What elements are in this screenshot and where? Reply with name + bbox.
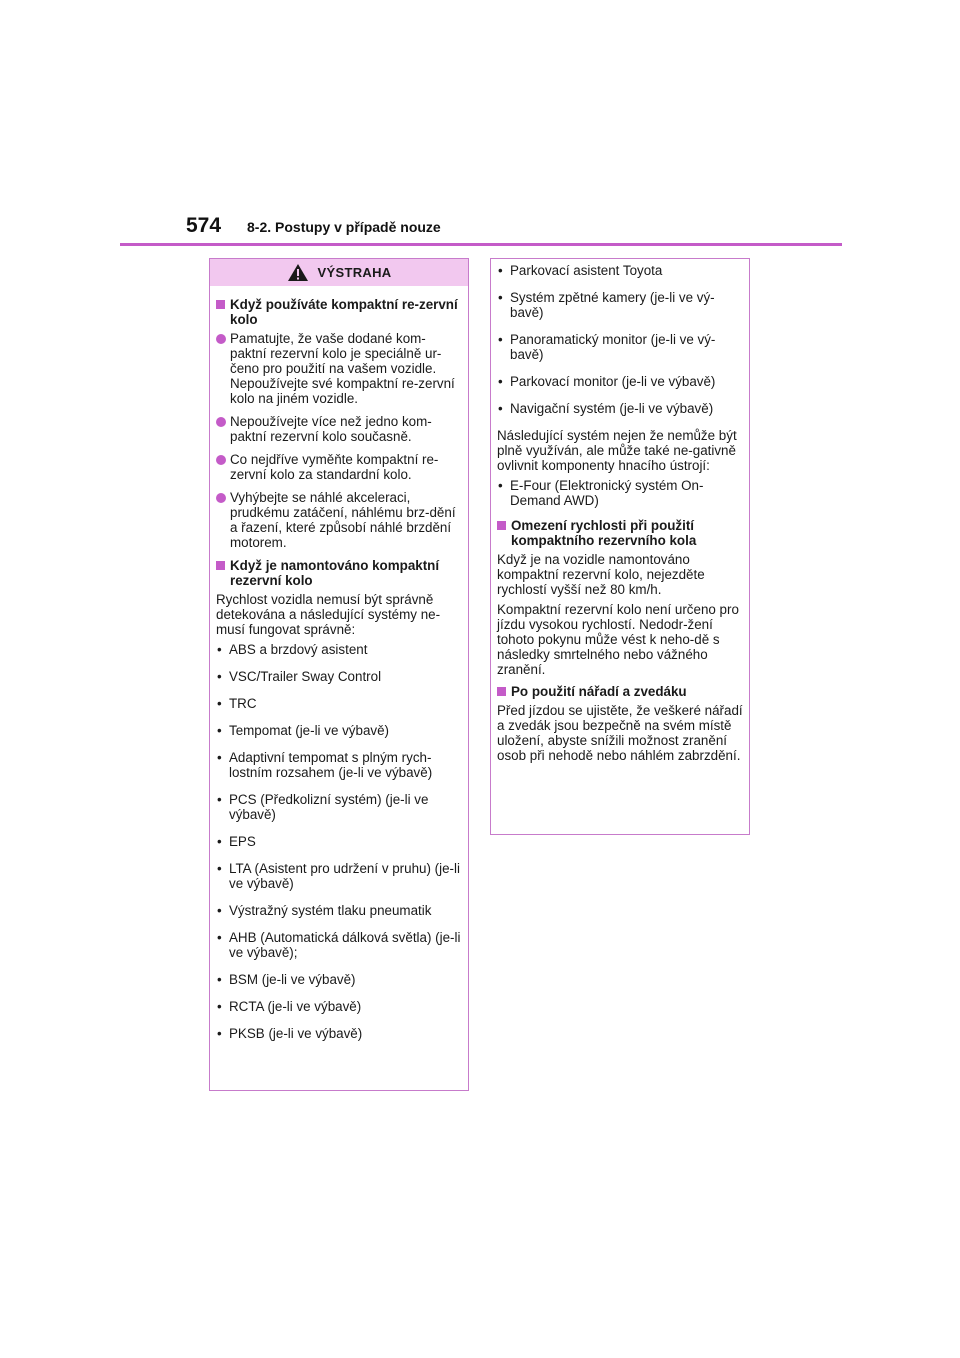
square-bullet-icon bbox=[497, 687, 506, 696]
list-text: TRC bbox=[229, 696, 257, 711]
bullet-dot: • bbox=[498, 332, 503, 347]
list-item bbox=[216, 903, 462, 918]
list-text: PCS (Předkolizní systém) (je-li ve výbavě) bbox=[229, 792, 429, 822]
bullet-dot: • bbox=[217, 723, 222, 738]
dot-item bbox=[216, 452, 462, 482]
bullet-dot: • bbox=[498, 263, 503, 278]
list-item bbox=[216, 972, 462, 987]
round-bullet-icon bbox=[216, 455, 226, 465]
bullet-dot: • bbox=[217, 972, 222, 987]
list-text: LTA (Asistent pro udržení v pruhu) (je-li ve výbavě) bbox=[229, 861, 460, 891]
list-text: Systém zpětné kamery (je-li ve vý-bavě) bbox=[510, 290, 715, 320]
heading-spare-mounted bbox=[216, 558, 462, 588]
dot-item bbox=[216, 331, 462, 406]
list-text: Tempomat (je-li ve výbavě) bbox=[229, 723, 389, 738]
list-text: PKSB (je-li ve výbavě) bbox=[229, 1026, 363, 1041]
warning-box-right bbox=[490, 258, 750, 835]
section-title: 8-2. Postupy v případě nouze bbox=[247, 219, 441, 235]
list-text: E-Four (Elektronický systém On-Demand AWD) bbox=[510, 478, 704, 508]
warning-triangle-icon bbox=[287, 263, 309, 282]
dot-item bbox=[216, 414, 462, 444]
warning-title: VÝSTRAHA bbox=[317, 265, 392, 280]
bullet-dot: • bbox=[217, 903, 222, 918]
list-item bbox=[216, 750, 462, 780]
heading-text: Když je namontováno kompaktní rezervní kolo bbox=[230, 558, 440, 588]
list-item bbox=[216, 642, 462, 657]
bullet-dot: • bbox=[217, 642, 222, 657]
bullet-dot: • bbox=[217, 696, 222, 711]
list-item bbox=[216, 999, 462, 1014]
warning-box-left bbox=[209, 258, 469, 1091]
left-content bbox=[210, 286, 468, 1041]
heading-text: Po použití nářadí a zvedáku bbox=[511, 684, 687, 699]
square-bullet-icon bbox=[497, 521, 506, 530]
paragraph: Následující systém nejen že nemůže být plně využíván, ale může také ne-gativně ovlivnit komponenty hnacího ústrojí: bbox=[497, 428, 737, 473]
heading-text: Omezení rychlosti při použití kompaktního rezervního kola bbox=[511, 518, 697, 548]
paragraph: Rychlost vozidla nemusí být správně detekována a následující systémy ne-musí fungovat správně: bbox=[216, 592, 441, 637]
bullet-dot: • bbox=[498, 374, 503, 389]
list-item bbox=[216, 861, 462, 891]
list-text: Výstražný systém tlaku pneumatik bbox=[229, 903, 432, 918]
heading-speed-limit bbox=[497, 518, 743, 548]
list-text: EPS bbox=[229, 834, 256, 849]
bullet-dot: • bbox=[217, 930, 222, 945]
bullet-dot: • bbox=[217, 861, 222, 876]
list-item bbox=[497, 290, 743, 320]
square-bullet-icon bbox=[216, 561, 225, 570]
square-bullet-icon bbox=[216, 300, 225, 309]
warning-header bbox=[210, 259, 468, 286]
round-bullet-icon bbox=[216, 417, 226, 427]
bullet-dot: • bbox=[498, 401, 503, 416]
bullet-dot: • bbox=[217, 750, 222, 765]
list-text: BSM (je-li ve výbavě) bbox=[229, 972, 356, 987]
list-item bbox=[497, 401, 743, 416]
bullet-dot: • bbox=[217, 1026, 222, 1041]
paragraph: Kompaktní rezervní kolo není určeno pro jízdu vysokou rychlostí. Nedodr-žení tohoto pokynu může vést k neho-dě s následky smrtelného nebo vážného zranění. bbox=[497, 602, 739, 677]
bullet-dot: • bbox=[498, 478, 503, 493]
list-text: Parkovací asistent Toyota bbox=[510, 263, 663, 278]
list-text: RCTA (je-li ve výbavě) bbox=[229, 999, 362, 1014]
right-content bbox=[491, 259, 749, 763]
list-item bbox=[216, 1026, 462, 1041]
list-item bbox=[216, 723, 462, 738]
heading-text: Když používáte kompaktní re-zervní kolo bbox=[230, 297, 458, 327]
header-rule bbox=[120, 243, 842, 246]
list-text: ABS a brzdový asistent bbox=[229, 642, 368, 657]
bullet-dot: • bbox=[217, 834, 222, 849]
heading-after-tools bbox=[497, 684, 743, 699]
list-item bbox=[497, 374, 743, 389]
heading-compact-spare bbox=[216, 297, 462, 327]
list-text: Adaptivní tempomat s plným rych-lostním rozsahem (je-li ve výbavě) bbox=[229, 750, 433, 780]
round-bullet-icon bbox=[216, 493, 226, 503]
list-text: Navigační systém (je-li ve výbavě) bbox=[510, 401, 714, 416]
paragraph: Když je na vozidle namontováno kompaktní rezervní kolo, nejezděte rychlostí vyšší než 80 km/h. bbox=[497, 552, 705, 597]
bullet-dot: • bbox=[498, 290, 503, 305]
list-item bbox=[216, 696, 462, 711]
list-item bbox=[497, 263, 743, 278]
list-text: Panoramatický monitor (je-li ve vý-bavě) bbox=[510, 332, 716, 362]
dot-text: Co nejdříve vyměňte kompaktní re-zervní kolo za standardní kolo. bbox=[230, 452, 439, 482]
list-text: VSC/Trailer Sway Control bbox=[229, 669, 382, 684]
list-text: Parkovací monitor (je-li ve výbavě) bbox=[510, 374, 716, 389]
list-item bbox=[497, 478, 743, 508]
list-item bbox=[497, 332, 743, 362]
list-item bbox=[216, 669, 462, 684]
list-text: AHB (Automatická dálková světla) (je-li ve výbavě); bbox=[229, 930, 461, 960]
dot-text: Nepoužívejte více než jedno kom-paktní rezervní kolo současně. bbox=[230, 414, 432, 444]
bullet-dot: • bbox=[217, 999, 222, 1014]
list-item bbox=[216, 834, 462, 849]
list-item bbox=[216, 930, 462, 960]
paragraph: Před jízdou se ujistěte, že veškeré nářadí a zvedák jsou bezpečně na svém místě uložení, abyste snížili možnost zranění osob při nehodě nebo náhlém zabrzdění. bbox=[497, 703, 743, 763]
bullet-dot: • bbox=[217, 792, 222, 807]
dot-text: Pamatujte, že vaše dodané kom-paktní rezervní kolo je speciálně ur-čeno pro použití na vašem vozidle. Nepoužívejte své kompaktní re-zervní kolo na jiném vozidle. bbox=[230, 331, 455, 406]
round-bullet-icon bbox=[216, 334, 226, 344]
list-item bbox=[216, 792, 462, 822]
page-number: 574 bbox=[186, 214, 222, 237]
dot-text: Vyhýbejte se náhlé akceleraci, prudkému zatáčení, náhlému brz-dění a řazení, které způsobí náhlé brzdění motorem. bbox=[230, 490, 456, 550]
bullet-dot: • bbox=[217, 669, 222, 684]
dot-item bbox=[216, 490, 462, 550]
